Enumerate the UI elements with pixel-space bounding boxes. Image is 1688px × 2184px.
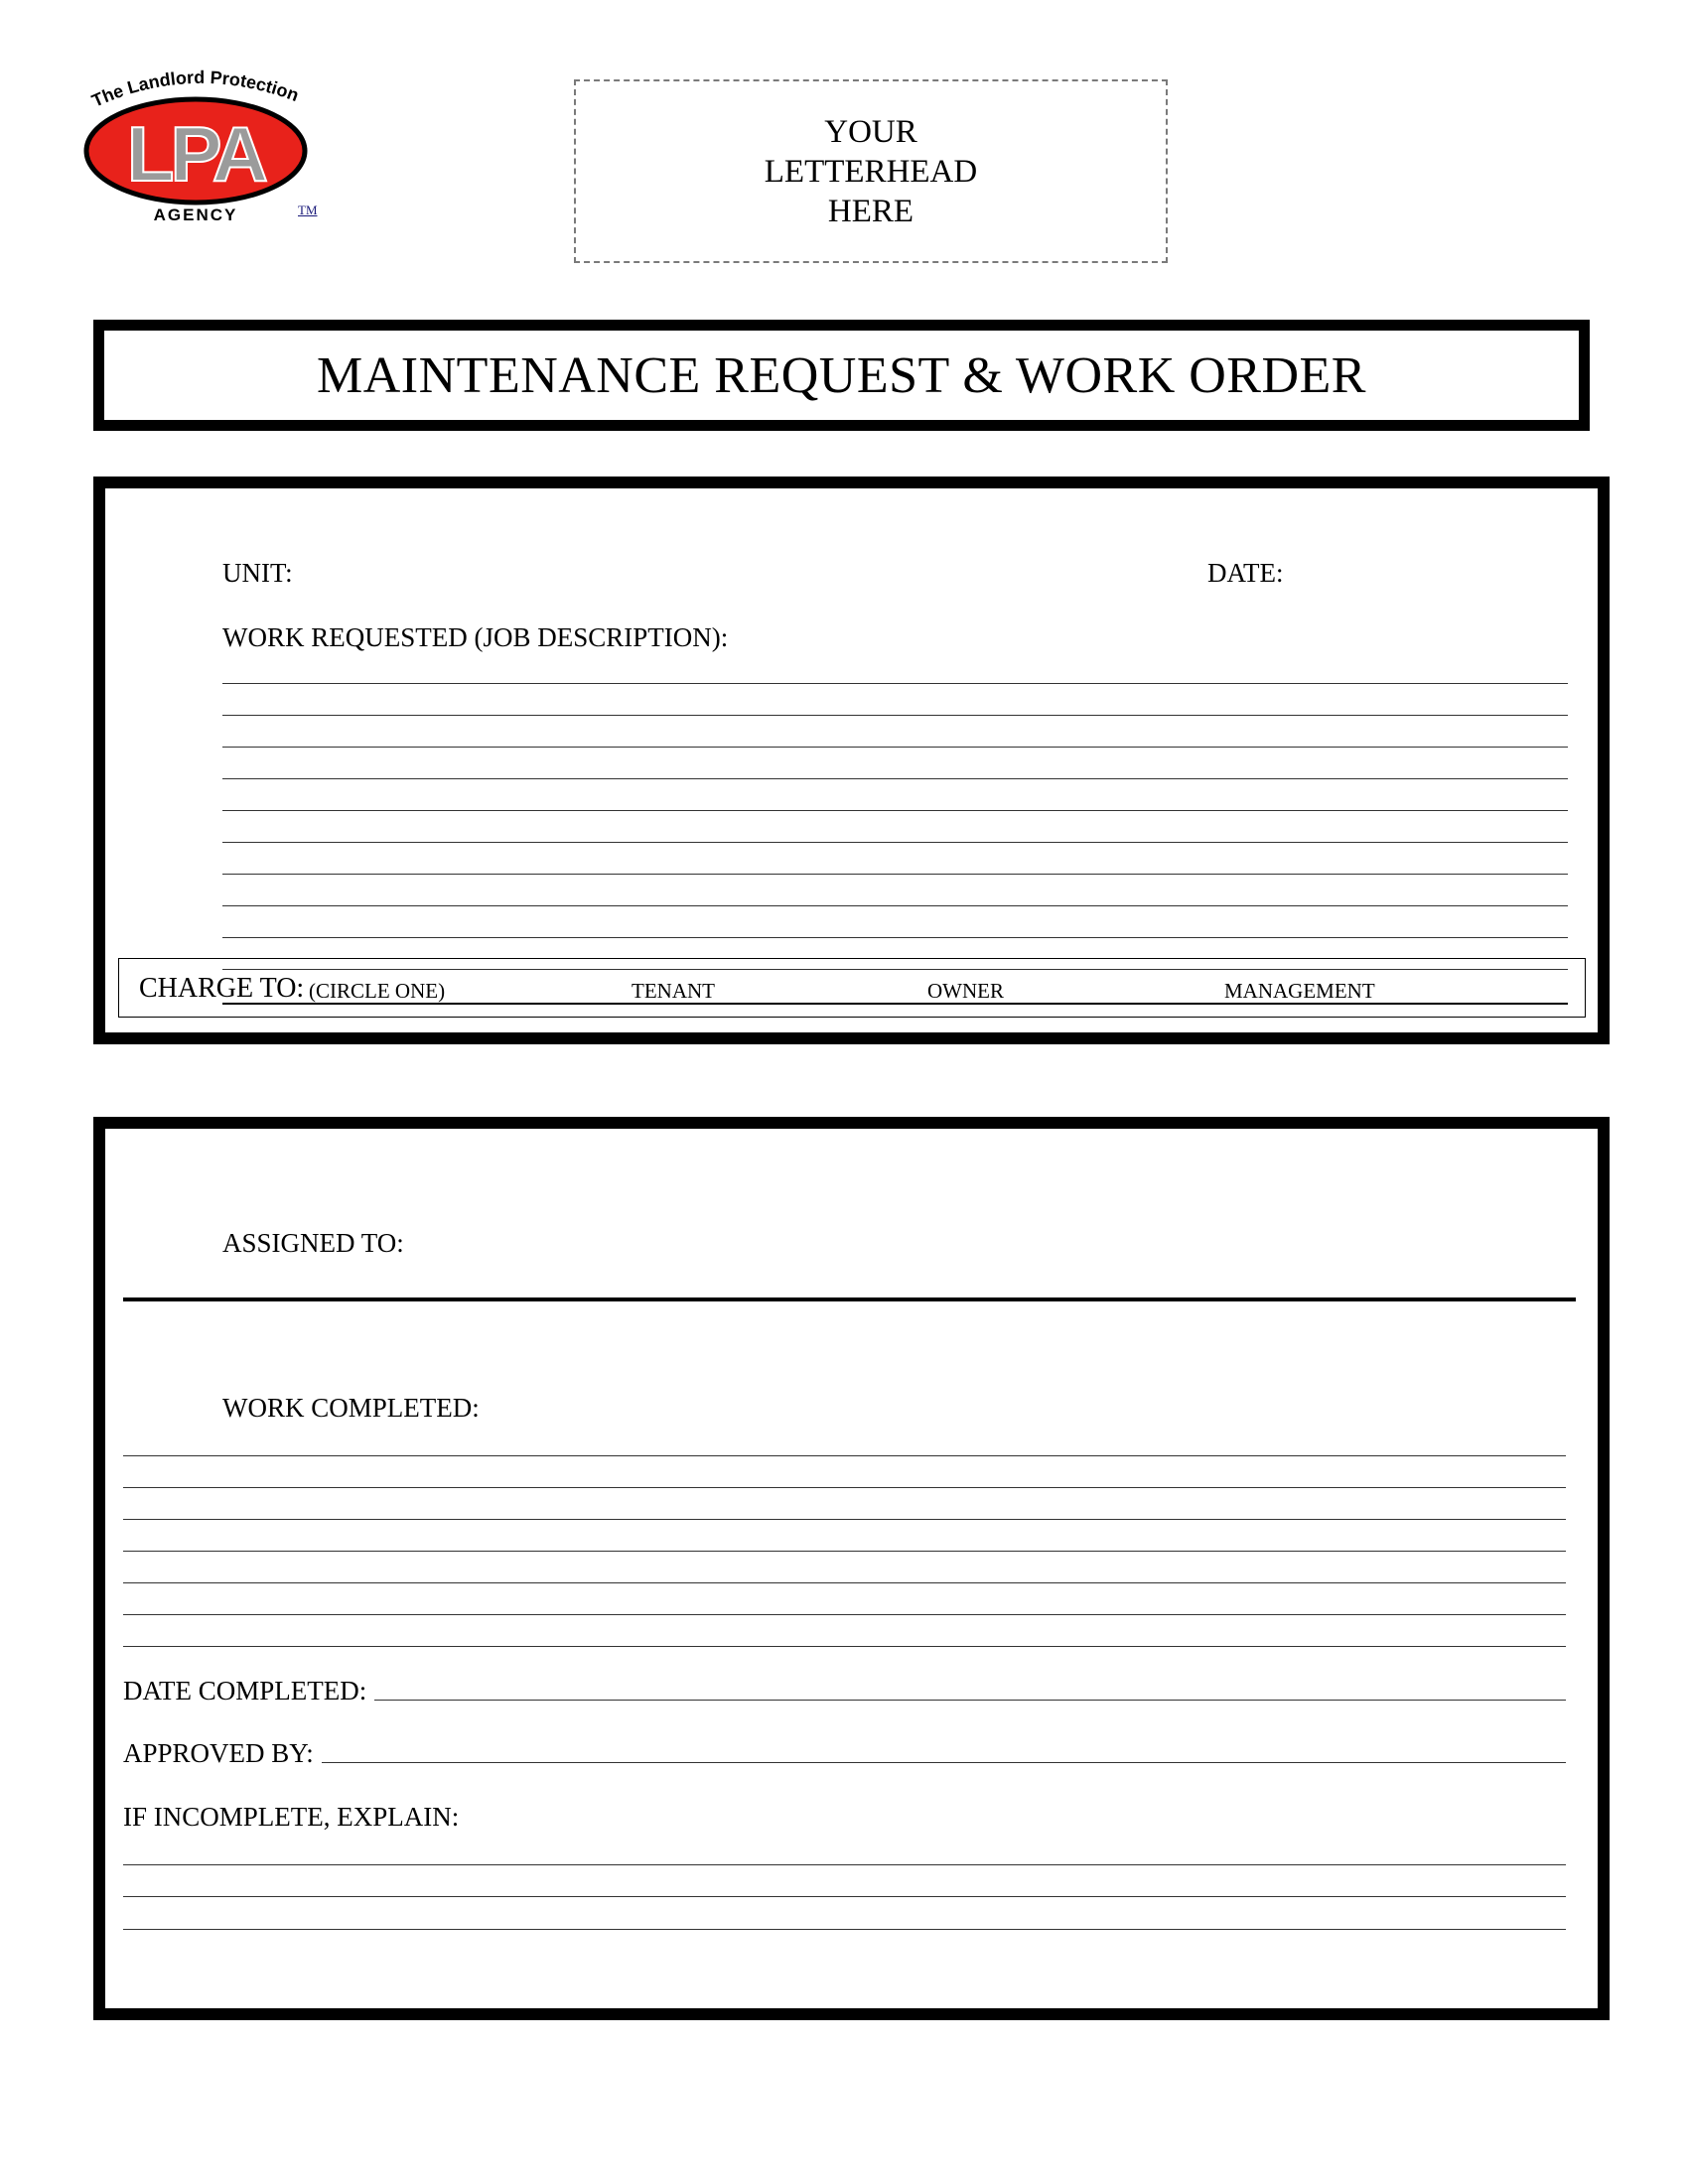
work-completed-line[interactable] (123, 1551, 1566, 1552)
incomplete-explain-line[interactable] (123, 1864, 1566, 1865)
work-requested-line[interactable] (222, 905, 1568, 906)
letterhead-line: YOUR (824, 113, 917, 150)
title-box (93, 320, 1590, 431)
letterhead-placeholder (574, 79, 1168, 263)
work-completed-line[interactable] (123, 1519, 1566, 1520)
work-requested-line[interactable] (222, 810, 1568, 811)
if-incomplete-label: IF INCOMPLETE, EXPLAIN: (123, 1802, 460, 1832)
work-requested-label: WORK REQUESTED (JOB DESCRIPTION): (222, 622, 729, 652)
assigned-to-line[interactable] (123, 1297, 1576, 1301)
page-title: MAINTENANCE REQUEST & WORK ORDER (317, 346, 1366, 404)
incomplete-explain-line[interactable] (123, 1896, 1566, 1897)
work-requested-line[interactable] (222, 778, 1568, 779)
unit-label: UNIT: (222, 558, 293, 588)
date-label: DATE: (1207, 558, 1284, 588)
charge-option-tenant[interactable]: TENANT (632, 979, 715, 1003)
logo-arc-text: The Landlord Protection (88, 69, 302, 111)
work-requested-line[interactable] (222, 842, 1568, 843)
work-requested-line[interactable] (222, 715, 1568, 716)
charge-to-label: CHARGE TO: (139, 973, 305, 1004)
charge-option-management[interactable]: MANAGEMENT (1224, 979, 1375, 1003)
approved-by-field (123, 1738, 1566, 1769)
work-completed-line[interactable] (123, 1455, 1566, 1456)
date-completed-field (123, 1676, 1566, 1706)
letterhead-line: LETTERHEAD (764, 153, 978, 190)
date-completed-label: DATE COMPLETED: (123, 1676, 367, 1706)
work-requested-line[interactable] (222, 874, 1568, 875)
work-requested-line[interactable] (222, 937, 1568, 938)
approved-by-line[interactable] (322, 1762, 1566, 1763)
letterhead-line: HERE (827, 193, 914, 229)
work-completed-label: WORK COMPLETED: (222, 1393, 480, 1423)
incomplete-explain-line[interactable] (123, 1929, 1566, 1930)
approved-by-label: APPROVED BY: (123, 1738, 314, 1768)
date-completed-line[interactable] (374, 1700, 1566, 1701)
assigned-to-label: ASSIGNED TO: (222, 1228, 404, 1258)
circle-one-note: (CIRCLE ONE) (309, 979, 446, 1003)
logo-initials: LPA (126, 110, 265, 198)
work-requested-line[interactable] (222, 747, 1568, 748)
logo-bottom-text: AGENCY (153, 205, 238, 224)
trademark-mark: TM (298, 203, 318, 217)
work-completed-line[interactable] (123, 1487, 1566, 1488)
charge-option-owner[interactable]: OWNER (927, 979, 1004, 1003)
work-requested-line[interactable] (222, 683, 1568, 684)
work-completed-line[interactable] (123, 1614, 1566, 1615)
work-completed-line[interactable] (123, 1646, 1566, 1647)
work-completed-line[interactable] (123, 1582, 1566, 1583)
